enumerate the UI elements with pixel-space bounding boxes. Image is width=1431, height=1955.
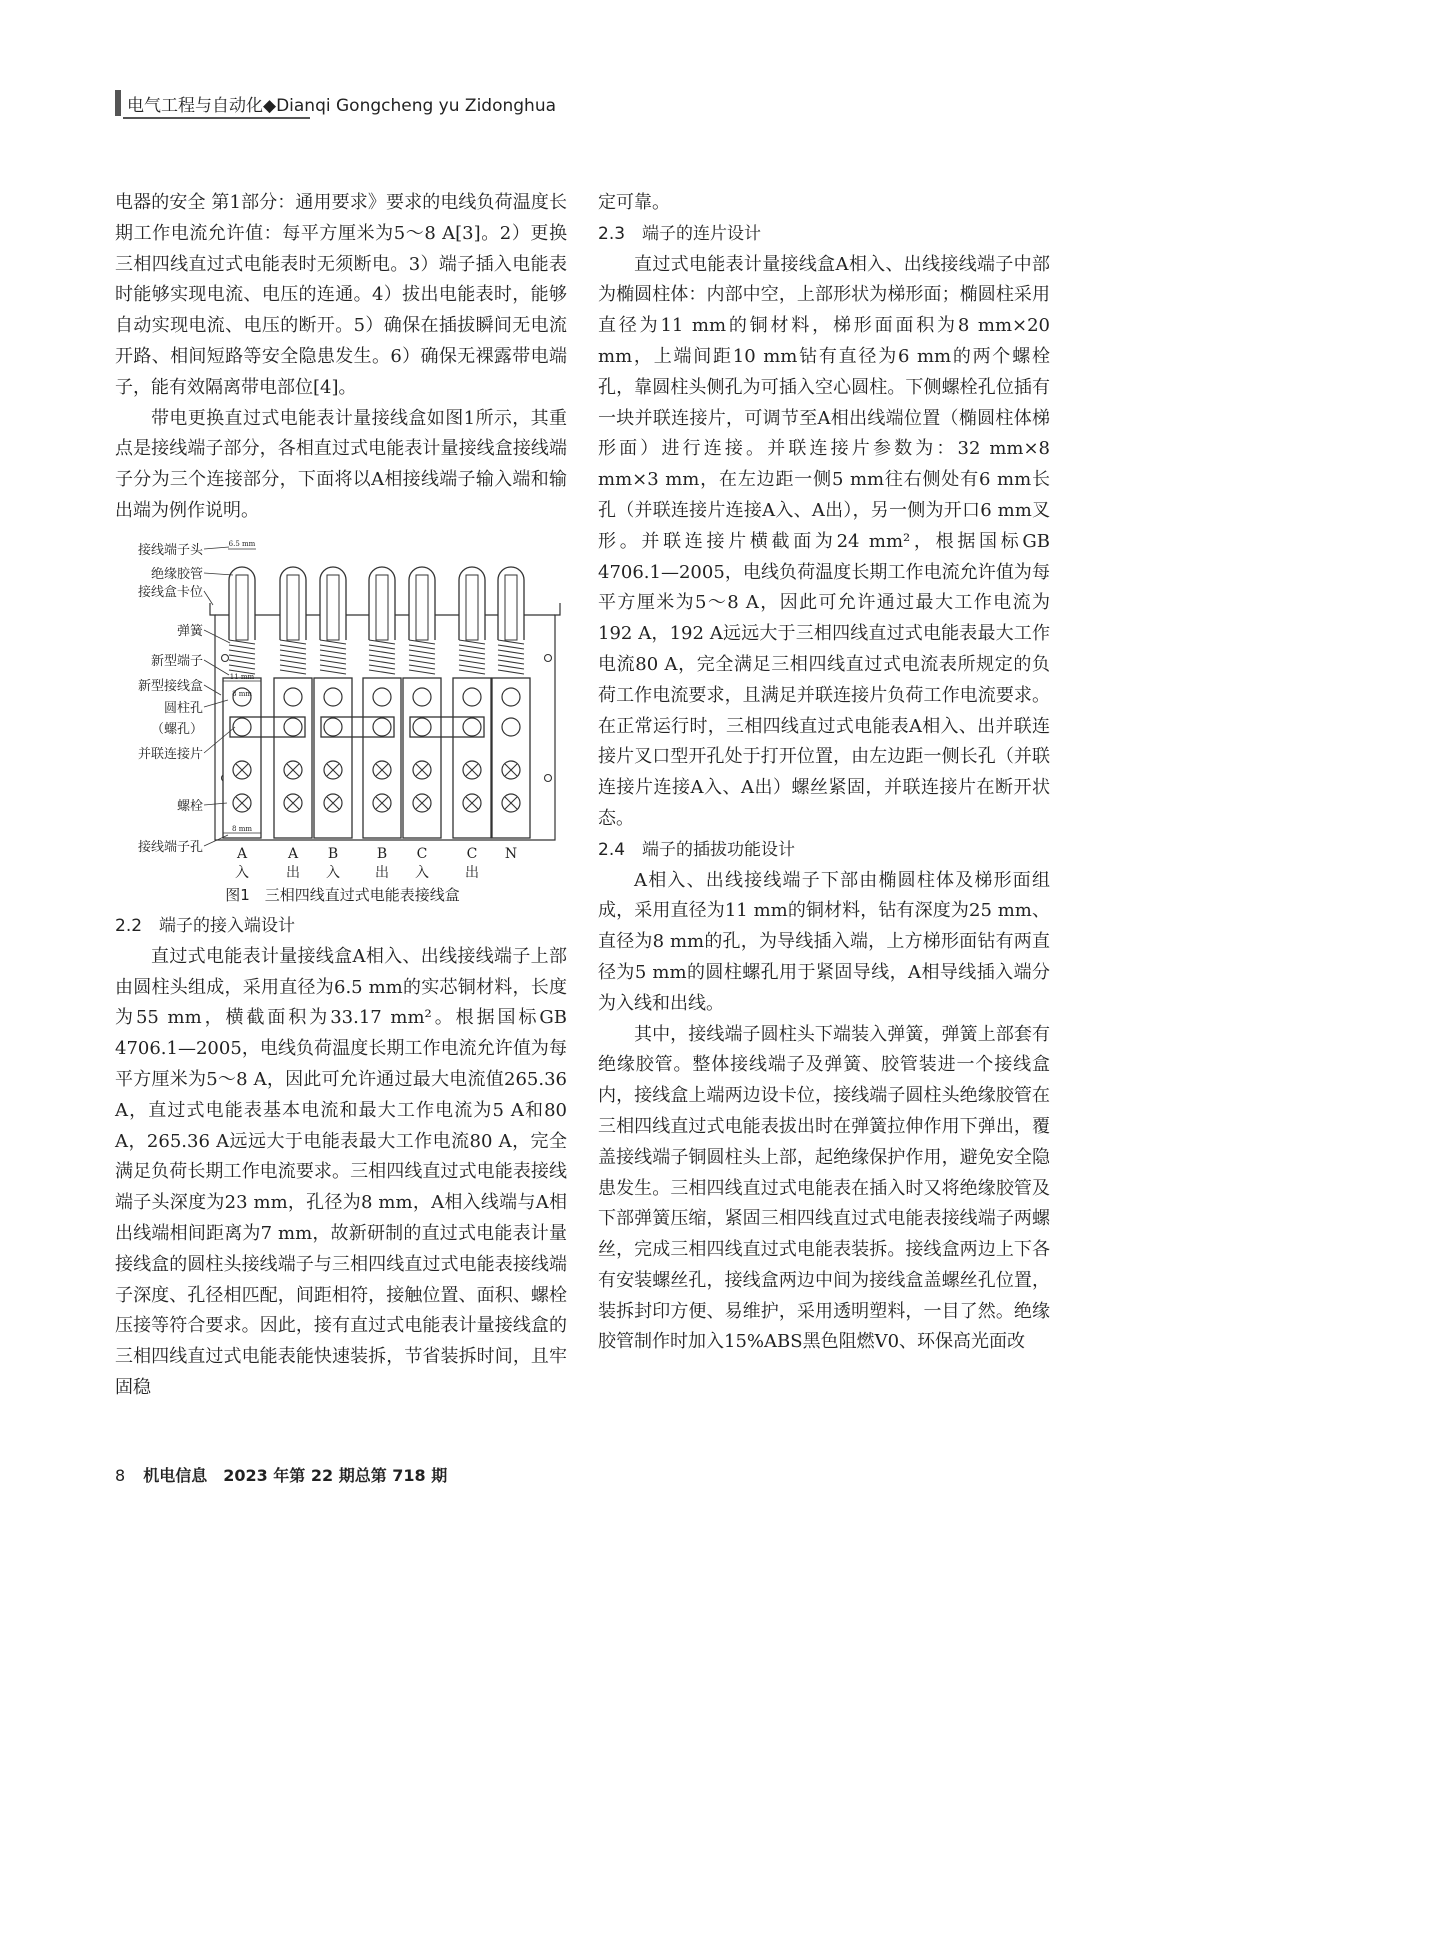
leader-line — [204, 660, 229, 675]
terminal-label: B — [327, 846, 339, 862]
figure-callout-label: 螺栓 — [176, 799, 203, 814]
figure-callout-label: 弹簧 — [176, 624, 203, 639]
spring — [280, 640, 306, 674]
section-heading-2-4: 2.4 端子的插拔功能设计 — [598, 839, 796, 860]
spring — [409, 640, 435, 674]
cylinder-hole — [463, 718, 481, 736]
paragraph: 直过式电能表计量接线盒A相入、出线接线端子中部为椭圆柱体：内部中空，上部形状为梯形面；椭圆柱采用直径为11 mm的铜材料，梯形面面积为8 mm×20 mm，上端间距10 mm钻有直径为6 mm的两个螺栓孔，靠圆柱头侧孔为可插入空心圆柱。下侧螺栓孔位插有一块并联连接片，可调节至A相出线端位置（椭圆柱体梯形面）进行连接。并联连接片参数为：32 mm×8 mm×3 mm，在左边距一侧5 mm往右侧处有6 mm长孔（并联连接片连接A入、A出），另一侧为开口6 mm叉形。并联连接片横截面为24 mm²，根据国标GB 4706.1—2005，电线负荷温度长期工作电流允许值为每平方厘米为5～8 A，因此可允许通过最大工作电流为192 A，192 A远远大于三相四线直过式电能表最大工作电流80 A，完全满足三相四线直过式电流表所规定的负荷工作电流要求，且满足并联连接片负荷工作电流要求。在正常运行时，三相四线直过式电能表A相入、出并联连接片叉口型开孔处于打开位置，由左边距一侧长孔（并联连接片连接A入、A出）螺丝紧固，并联连接片在断开状态。 — [598, 253, 1050, 829]
footer-journal: 机电信息 2023 年第 22 期总第 718 期 — [143, 1466, 448, 1485]
terminal-label: 入 — [415, 865, 429, 881]
insulation-sleeve — [287, 575, 299, 640]
running-header — [115, 90, 815, 118]
figure-callout-label: 接线盒卡位 — [137, 585, 203, 600]
insulation-sleeve — [376, 575, 388, 640]
cylinder-hole — [284, 718, 302, 736]
leader-line — [204, 573, 233, 575]
insulation-sleeve — [327, 575, 339, 640]
terminal-label: 出 — [375, 865, 389, 881]
insulation-sleeve — [236, 575, 248, 640]
paragraph: 其中，接线端子圆柱头下端装入弹簧，弹簧上部套有绝缘胶管。整体接线端子及弹簧、胶管装进一个接线盒内，接线盒上端两边设卡位，接线端子圆柱头绝缘胶管在三相四线直过式电能表拔出时在弹簧拉伸作用下弹出，覆盖接线端子铜圆柱头上部，起绝缘保护作用，避免安全隐患发生。三相四线直过式电能表在插入时又将绝缘胶管及下部弹簧压缩，紧固三相四线直过式电能表接线端子两螺丝，完成三相四线直过式电能表装拆。接线盒两边上下各有安装螺丝孔，接线盒两边中间为接线盒盖螺丝孔位置，装拆封印方便、易维护，采用透明塑料，一目了然。绝缘胶管制作时加入15%ABS黑色阻燃V0、环保高光面改 — [598, 1023, 1050, 1353]
cylinder-hole — [324, 718, 342, 736]
cylinder-hole — [233, 718, 251, 736]
paragraph: A相入、出线接线端子下部由椭圆柱体及梯形面组成，采用直径为11 mm的铜材料，钻有深度为25 mm、直径为8 mm的孔，为导线插入端，上方梯形面钻有两直径为5 mm的圆柱螺孔用于紧固导线，A相导线插入端分为入线和出线。 — [598, 869, 1050, 1014]
figure-callout-label: 接线端子头 — [137, 543, 203, 558]
terminal-label: N — [504, 846, 518, 862]
dimension-label: 11 mm — [229, 673, 255, 681]
figure-callout-label: 并联连接片 — [137, 747, 203, 762]
leader-line — [204, 547, 229, 549]
terminal-label: 入 — [235, 865, 249, 881]
figure-callout-label: 新型端子 — [150, 654, 203, 669]
cylinder-hole — [502, 718, 520, 736]
spring — [229, 640, 255, 674]
figure-caption: 图1 三相四线直过式电能表接线盒 — [225, 886, 460, 904]
cylinder-hole — [373, 718, 391, 736]
box-screw-hole — [222, 655, 229, 662]
terminal-label: C — [416, 846, 428, 862]
cylinder-hole — [373, 688, 391, 706]
section-heading-2-2: 2.2 端子的接入端设计 — [115, 916, 296, 936]
leader-line — [204, 591, 213, 605]
terminal-label: C — [466, 846, 478, 862]
figure-1-diagram — [115, 535, 570, 885]
box-screw-hole — [545, 655, 552, 662]
terminal-label: A — [287, 846, 299, 862]
paragraph: 电器的安全 第1部分：通用要求》要求的电线负荷温度长期工作电流允许值：每平方厘米为5～8 A[3]。2）更换三相四线直过式电能表时无须断电。3）端子插入电能表时能够实现电流、电压的连通。4）拔出电能表时，能够自动实现电流、电压的断开。5）确保在插拔瞬间无电流开路、相间短路等安全隐患发生。6）确保无裸露带电端子，能有效隔离带电部位[4]。 — [115, 192, 567, 398]
figure-callout-label: 新型接线盒 — [137, 679, 203, 694]
figure-callout-label: 圆柱孔 — [163, 701, 203, 716]
page-footer — [115, 1463, 447, 1486]
paragraph: 带电更换直过式电能表计量接线盒如图1所示，其重点是接线端子部分，各相直过式电能表计量接线盒接线端子分为三个连接部分，下面将以A相接线端子输入端和输出端为例作说明。 — [115, 407, 567, 521]
page-number: 8 — [115, 1466, 126, 1485]
paragraph: 直过式电能表计量接线盒A相入、出线接线端子上部由圆柱头组成，采用直径为6.5 mm的实芯铜材料，长度为55 mm，横截面积为33.17 mm²。根据国标GB 4706.1—2005，电线负荷温度长期工作电流允许值为每平方厘米为5～8 A，因此可允许通过最大电流值265.36 A，直过式电能表基本电流和最大工作电流为5 A和80 A，265.36 A远远大于电能表最大工作电流80 A，完全满足负荷长期工作电流要求。三相四线直过式电能表接线端子头深度为23 mm，孔径为8 mm，A相入线端与A相出线端相间距离为7 mm，故新研制的直过式电能表计量接线盒的圆柱头接线端子与三相四线直过式电能表接线端子深度、孔径相匹配，间距相符，接触位置、面积、螺栓压接等符合要求。因此，接有直过式电能表计量接线盒的三相四线直过式电能表能快速装拆，节省装拆时间，且牢固稳 — [115, 945, 567, 1398]
cylinder-hole — [324, 688, 342, 706]
terminal-label: 出 — [465, 865, 479, 881]
terminal-label: A — [236, 846, 248, 862]
cylinder-hole — [284, 688, 302, 706]
terminal-label: 入 — [326, 865, 340, 881]
cylinder-hole — [413, 718, 431, 736]
journal-header: 电气工程与自动化◆Dianqi Gongcheng yu Zidonghua — [127, 96, 557, 116]
spring — [320, 640, 346, 674]
figure-callout-label: 绝缘胶管 — [150, 567, 203, 582]
header-bar — [115, 90, 121, 116]
terminal-label: 出 — [286, 865, 300, 881]
box-screw-hole — [545, 775, 552, 782]
dimension-label: 8 mm — [232, 690, 252, 698]
left-column-upper — [115, 188, 567, 527]
spring — [369, 640, 395, 674]
insulation-sleeve — [466, 575, 478, 640]
paragraph: 定可靠。 — [598, 192, 670, 213]
spring — [498, 640, 524, 674]
header-rule — [123, 117, 310, 119]
left-column-lower — [115, 911, 567, 1404]
cylinder-hole — [463, 688, 481, 706]
section-heading-2-3: 2.3 端子的连片设计 — [598, 223, 762, 244]
dimension-label: 6.5 mm — [228, 540, 256, 548]
figure-callout-label: 接线端子孔 — [137, 840, 203, 855]
cylinder-hole — [413, 688, 431, 706]
insulation-sleeve — [416, 575, 428, 640]
leader-line — [204, 630, 230, 643]
insulation-sleeve — [505, 575, 517, 640]
cylinder-hole — [502, 688, 520, 706]
figure-callout-label: （螺孔） — [150, 722, 203, 737]
spring — [459, 640, 485, 674]
leader-line — [204, 685, 221, 695]
right-column — [598, 188, 1050, 1358]
dimension-label: 8 mm — [232, 825, 252, 833]
terminal-label: B — [376, 846, 388, 862]
